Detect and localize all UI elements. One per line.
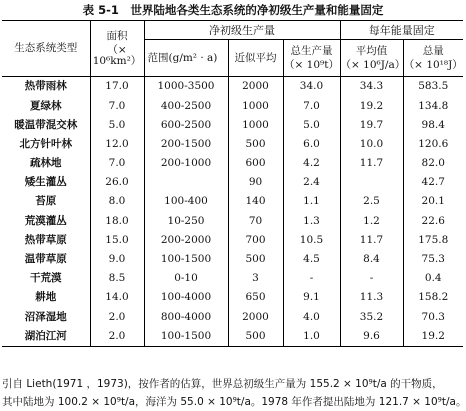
table-row (2, 231, 463, 250)
row-total: 4.5 (283, 250, 340, 269)
table-row (2, 326, 463, 346)
row-range: 1000-3500 (144, 77, 228, 97)
row-avg: 1000 (228, 115, 283, 134)
row-energy-total: 75.3 (403, 250, 463, 269)
header-energy-avg (340, 40, 406, 77)
row-total: 1.3 (283, 211, 340, 230)
row-name: 矮生灌丛 (24, 176, 67, 189)
row-name: 耕地 (35, 291, 57, 304)
row-energy-total: 158.2 (403, 288, 463, 307)
row-range (144, 173, 228, 192)
table-row (2, 154, 463, 173)
row-area: 7.0 (90, 154, 144, 173)
ecosystem-production-table (2, 20, 463, 347)
header-area-label: 面积 (106, 29, 128, 42)
row-name: 沼泽湿地 (24, 310, 67, 323)
row-energy-total: 70.3 (403, 307, 463, 326)
row-energy-total: 583.5 (403, 77, 463, 97)
row-avg: 140 (228, 192, 283, 211)
row-name: 荒漠灌丛 (24, 214, 67, 227)
header-energy-avg-label: 平均值 (355, 44, 388, 57)
row-range: 200-1000 (144, 154, 228, 173)
row-avg: 600 (228, 154, 283, 173)
row-name: 北方针叶林 (19, 137, 72, 150)
row-range: 800-4000 (144, 307, 228, 326)
row-name: 暖温带混交林 (14, 118, 78, 131)
row-area: 12.0 (90, 135, 144, 154)
table-row (2, 250, 463, 269)
row-energy-avg: 11.3 (340, 288, 403, 307)
row-area: 14.0 (90, 288, 144, 307)
row-name: 干荒漠 (30, 272, 62, 285)
header-range: 范围(g/m² · a) (144, 40, 228, 77)
row-total: 4.2 (283, 154, 340, 173)
row-total: - (283, 269, 340, 288)
row-energy-total: 42.7 (403, 173, 463, 192)
row-area: 7.0 (90, 96, 144, 115)
row-range: 200-1500 (144, 135, 228, 154)
row-area: 17.0 (90, 77, 144, 97)
header-area (90, 21, 144, 77)
row-energy-total: 82.0 (403, 154, 463, 173)
row-total: 6.0 (283, 135, 340, 154)
row-area: 15.0 (90, 231, 144, 250)
row-total: 9.1 (283, 288, 340, 307)
row-avg: 3 (228, 269, 283, 288)
row-energy-avg: 10.0 (340, 135, 403, 154)
row-area: 5.0 (90, 115, 144, 134)
source-note-line-2: 其中陆地为 100.2 × 10⁹t/a，海洋为 55.0 × 10⁹t/a。1978 年作者提出陆地为 121.7 × 10⁹t/a。 (2, 396, 466, 408)
row-range: 400-2500 (144, 96, 228, 115)
row-total: 1.0 (283, 326, 340, 346)
row-range: 10-250 (144, 211, 228, 230)
row-range: 600-2500 (144, 115, 228, 134)
header-energy-total-unit: （× 10¹⁸J） (403, 59, 463, 71)
row-energy-avg: 19.7 (340, 115, 403, 134)
row-total: 7.0 (283, 96, 340, 115)
row-area: 26.0 (90, 173, 144, 192)
header-avg: 近似平均 (228, 40, 283, 77)
row-area: 9.0 (90, 250, 144, 269)
row-energy-total: 134.8 (403, 96, 463, 115)
header-total (283, 40, 340, 77)
row-area: 18.0 (90, 211, 144, 230)
row-name: 疏林地 (30, 157, 62, 170)
row-avg: 500 (228, 135, 283, 154)
row-avg: 90 (228, 173, 283, 192)
row-energy-total: 20.1 (403, 192, 463, 211)
header-energy-avg-unit: （× 10⁶J/a） (340, 59, 406, 71)
row-name: 热带雨林 (24, 80, 67, 93)
header-energy-total (403, 40, 463, 77)
row-range: 100-400 (144, 192, 228, 211)
row-total: 34.0 (283, 77, 340, 97)
row-energy-total: 120.6 (403, 135, 463, 154)
header-type: 生态系统类型 (2, 21, 90, 77)
row-total: 2.4 (283, 173, 340, 192)
row-energy-avg: 1.2 (340, 211, 403, 230)
row-range: 100-1500 (144, 250, 228, 269)
row-energy-total: 22.6 (403, 211, 463, 230)
table-title: 表 5-1 世界陆地各类生态系统的净初级生产量和能量固定 (82, 3, 384, 17)
row-energy-avg: 19.2 (340, 96, 403, 115)
row-energy-avg: 9.6 (340, 326, 403, 346)
row-energy-total: 19.2 (403, 326, 463, 346)
row-avg: 700 (228, 231, 283, 250)
row-name: 苔原 (35, 195, 57, 208)
row-avg: 2000 (228, 307, 283, 326)
row-avg: 500 (228, 326, 283, 346)
row-energy-avg: 35.2 (340, 307, 403, 326)
row-energy-avg: - (340, 269, 403, 288)
header-group-npp: 净初级生产量 (144, 21, 340, 40)
row-energy-avg: 34.3 (340, 77, 403, 97)
row-energy-avg: 11.7 (340, 154, 403, 173)
table-row (2, 269, 463, 288)
row-total: 1.1 (283, 192, 340, 211)
row-name: 夏绿林 (30, 99, 62, 112)
header-energy-total-label: 总量 (422, 44, 444, 57)
row-energy-total: 175.8 (403, 231, 463, 250)
row-avg: 70 (228, 211, 283, 230)
row-avg: 1000 (228, 96, 283, 115)
table-row (2, 211, 463, 230)
row-energy-total: 98.4 (403, 115, 463, 134)
row-energy-avg: 11.7 (340, 231, 403, 250)
header-area-unit: （× 10⁶km²） (92, 44, 142, 67)
row-energy-total: 0.4 (403, 269, 463, 288)
header-total-unit: （× 10⁹t） (284, 59, 339, 71)
row-total: 5.0 (283, 115, 340, 134)
row-avg: 650 (228, 288, 283, 307)
table-row (2, 135, 463, 154)
row-area: 2.0 (90, 326, 144, 346)
header-group-energy: 每年能量固定 (340, 21, 463, 40)
row-name: 湖泊江河 (2, 326, 90, 346)
row-total: 10.5 (283, 231, 340, 250)
row-energy-avg (340, 173, 403, 192)
row-area: 8.0 (90, 192, 144, 211)
source-note-line-1: 引自 Lieth(1971 ，1973)，按作者的估算，世界总初级生产量为 155.2 × 10⁹t/a 的干物质， (2, 378, 443, 390)
table-row (2, 307, 463, 326)
table-body (2, 77, 463, 347)
row-name: 温带草原 (24, 253, 67, 266)
table-row (2, 115, 463, 134)
table-row (2, 192, 463, 211)
row-range: 100-1500 (144, 326, 228, 346)
row-name: 热带草原 (24, 233, 67, 246)
row-energy-avg: 2.5 (340, 192, 403, 211)
row-energy-avg: 8.4 (340, 250, 403, 269)
table-row (2, 288, 463, 307)
row-area: 8.5 (90, 269, 144, 288)
row-avg: 2000 (228, 77, 283, 97)
row-total: 4.0 (283, 307, 340, 326)
row-range: 0-10 (144, 269, 228, 288)
table-row (2, 77, 463, 97)
row-avg: 500 (228, 250, 283, 269)
row-range: 100-4000 (144, 288, 228, 307)
header-total-label: 总生产量 (290, 44, 333, 57)
row-area: 2.0 (90, 307, 144, 326)
table-row (2, 173, 463, 192)
table-row (2, 96, 463, 115)
row-range: 200-2000 (144, 231, 228, 250)
